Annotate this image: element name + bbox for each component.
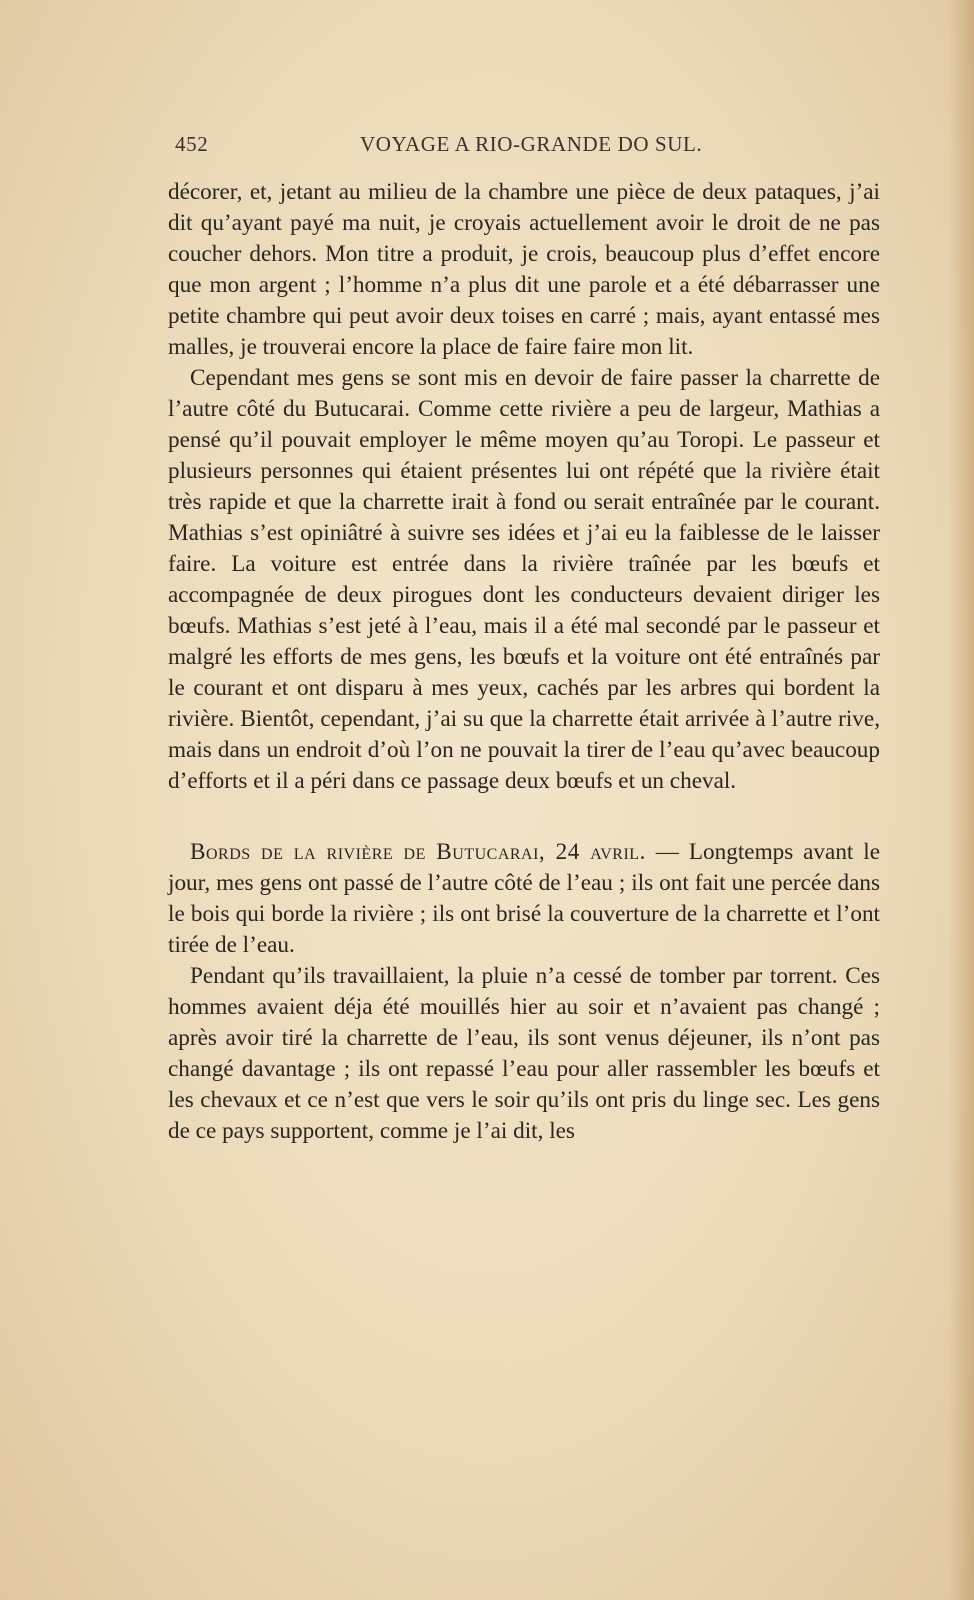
body-text bbox=[168, 177, 880, 1147]
page-number: 452 bbox=[175, 132, 209, 156]
paragraph-3-text: — Longtemps avant le jour, mes gens ont passé de l’autre côté de l’eau ; ils ont fait une percée dans le bois qui borde la rivière ; ils ont brisé la couverture de la charrette et l’ont tirée de l’eau. bbox=[168, 839, 881, 958]
paragraph-1: décorer, et, jetant au milieu de la chambre une pièce de deux pataques, j’ai dit qu’ayant payé ma nuit, je croyais actuellement avoir le droit de ne pas coucher dehors. Mon titre a produit, je crois, beaucoup plus d’effet encore que mon argent ; l’homme n’a plus dit une parole et a été débarrasser une petite chambre qui peut avoir deux toises en carré ; mais, ayant entassé mes malles, je trouverai encore la place de faire faire mon lit. bbox=[168, 179, 880, 360]
paragraph-4: Pendant qu’ils travaillaient, la pluie n’a cessé de tomber par torrent. Ces hommes avaient déja été mouillés hier au soir et n’avaient pas changé ; après avoir tiré la charrette de l’eau, ils sont venus déjeuner, ils n’ont pas changé davantage ; ils ont repassé l’eau pour aller rassembler les bœufs et les chevaux et ce n’est que vers le soir qu’ils ont pris du linge sec. Les gens de ce pays supportent, comme je l’ai dit, les bbox=[168, 963, 880, 1144]
section-heading: Bords de la rivière de Butucarai, 24 avril. bbox=[190, 839, 646, 865]
paragraph-2: Cependant mes gens se sont mis en devoir de faire passer la charrette de l’autre côté du Butucarai. Comme cette rivière a peu de largeur, Mathias a pensé qu’il pouvait employer le même moyen qu’au Toropi. Le passeur et plusieurs personnes qui étaient présentes lui ont répété que la rivière était très rapide et que la charrette irait à fond ou serait entraînée par le courant. Mathias s’est opiniâtré à suivre ses idées et j’ai eu la faiblesse de le laisser faire. La voiture est entrée dans la rivière traînée par les bœufs et accompagnée de deux pirogues dont les conducteurs devaient diriger les bœufs. Mathias s’est jeté à l’eau, mais il a été mal secondé par le passeur et malgré les efforts de mes gens, les bœufs et la voiture ont été entraînés par le courant et ont disparu à mes yeux, cachés par les arbres qui bordent la rivière. Bientôt, cependant, j’ai su que la charrette était arrivée à l’autre rive, mais dans un endroit d’où l’on ne pouvait la tirer de l’eau qu’avec beaucoup d’efforts et il a péri dans ce passage deux bœufs et un cheval. bbox=[168, 365, 880, 794]
running-header bbox=[175, 132, 885, 162]
page-edge-shadow bbox=[948, 0, 974, 1600]
paragraph-3 bbox=[168, 837, 880, 961]
running-title: VOYAGE A RIO-GRANDE DO SUL. bbox=[360, 132, 703, 156]
